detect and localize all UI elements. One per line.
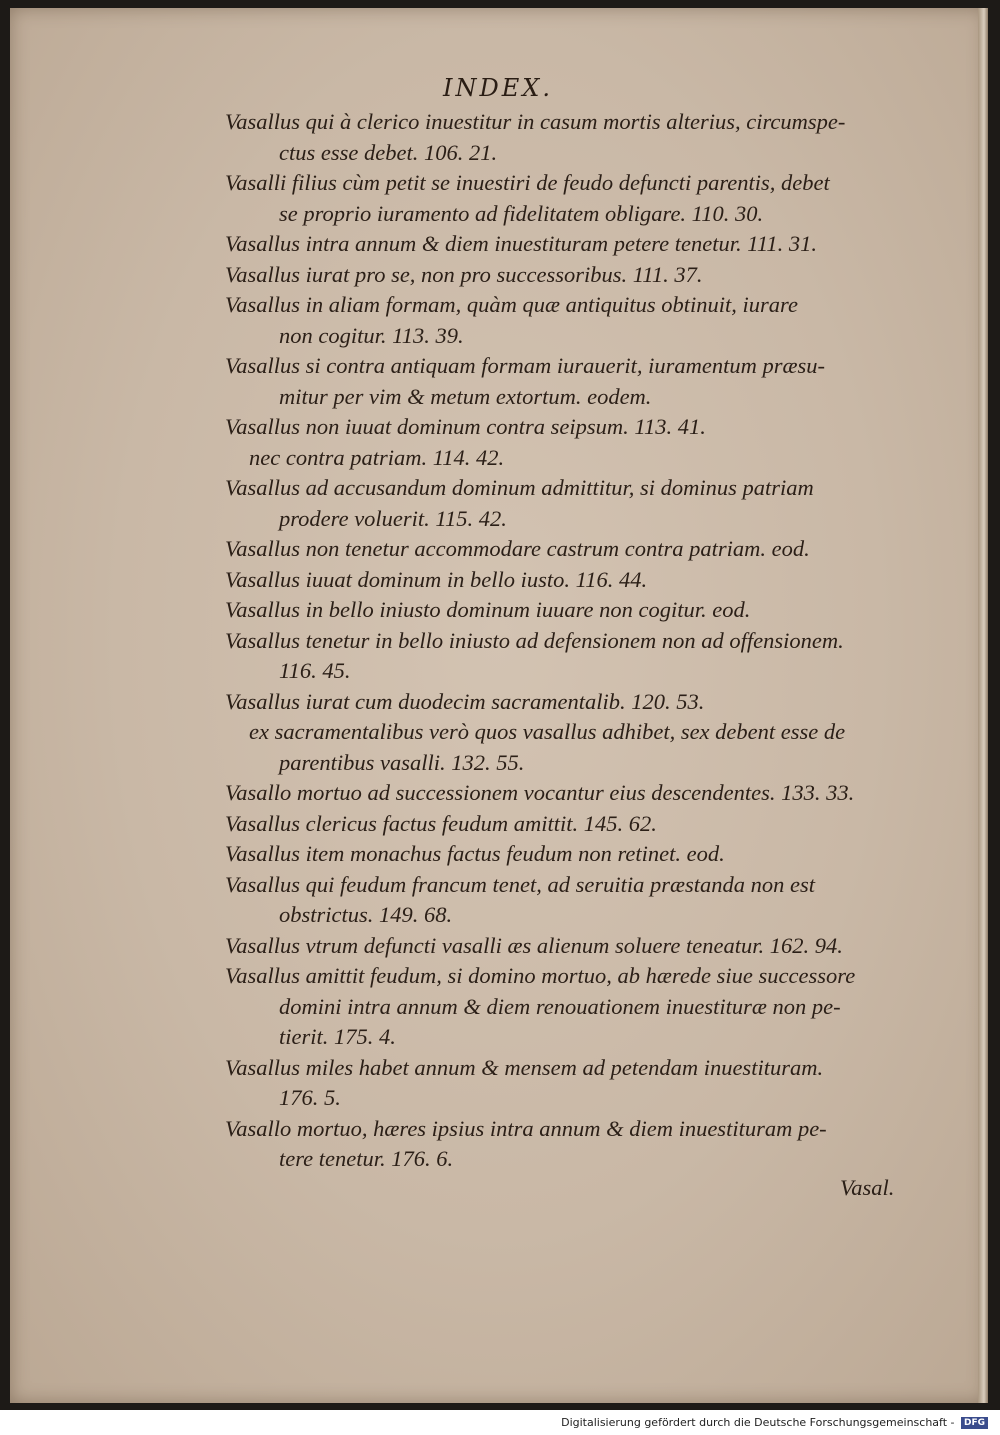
entry-continuation-line: parentibus vasalli. 132. 55. [279,749,525,775]
footer-credit: Digitalisierung gefördert durch die Deutsche Forschungsgemeinschaft - [561,1416,955,1429]
index-entry [225,961,925,1053]
entry-line: Vasallus clericus factus feudum amittit. 145. 62. [225,810,657,836]
entry-continuation-line: 176. 5. [279,1085,341,1110]
entry-continuation-line: mitur per vim & metum extortum. eodem. [279,383,652,409]
entry-line: nec contra patriam. 114. 42. [249,444,505,470]
entry-line: Vasallus si contra antiquam formam iurauerit, iuramentum præsu- [225,353,826,378]
page-edge [978,8,988,1403]
entry-line: Vasallus iurat cum duodecim sacramentalib. 120. 53. [225,688,705,714]
index-entry [225,473,925,534]
index-entry [225,534,925,565]
index-entry [225,870,925,931]
entry-continuation-line: obstrictus. 149. 68. [279,902,453,927]
entry-continuation-line: tierit. 175. 4. [279,1024,396,1049]
entry-line: Vasallus qui à clerico inuestitur in casum mortis alterius, circumspe- [225,109,846,134]
index-entry [225,687,925,718]
entry-line: Vasallo mortuo, hæres ipsius intra annum & diem inuestituram pe- [225,1115,827,1141]
entry-line: Vasallo mortuo ad successionem vocantur eius descendentes. 133. 33. [225,780,855,805]
entry-line: Vasallus tenetur in bello iniusto ad defensionem non ad offensionem. [225,627,844,653]
dfg-logo: DFG [961,1417,988,1429]
entry-line: Vasalli filius cùm petit se inuestiri de feudo defuncti parentis, debet [225,170,830,195]
entry-line: Vasallus iuuat dominum in bello iusto. 116. 44. [225,566,648,592]
entry-line: Vasallus vtrum defuncti vasalli æs alienum soluere teneatur. 162. 94. [225,932,843,958]
entry-line: Vasallus in aliam formam, quàm quæ antiquitus obtinuit, iurare [225,292,798,317]
entry-continuation-line: tere tenetur. 176. 6. [279,1146,454,1171]
entry-continuation-line: domini intra annum & diem renouationem inuestituræ non pe- [279,993,841,1019]
index-entry [225,351,925,412]
entry-line: Vasallus item monachus factus feudum non retinet. eod. [225,841,725,866]
index-entry [225,229,925,260]
entry-line: Vasallus intra annum & diem inuestituram petere tenetur. 111. 31. [225,231,818,256]
index-subentry [225,717,925,778]
index-entries [225,107,925,1175]
entry-line: Vasallus non tenetur accommodare castrum contra patriam. eod. [225,536,810,561]
entry-line: Vasallus iurat pro se, non pro successoribus. 111. 37. [225,261,703,287]
entry-continuation-line: 116. 45. [279,658,351,683]
index-entry [225,595,925,626]
entry-continuation-line: se proprio iuramento ad fidelitatem obligare. 110. 30. [279,200,764,226]
index-entry [225,1114,925,1175]
index-entry [225,809,925,840]
entry-line: Vasallus qui feudum francum tenet, ad seruitia præstanda non est [225,871,815,897]
index-entry [225,290,925,351]
entry-line: Vasallus amittit feudum, si domino mortuo, ab hærede siue successore [225,963,856,988]
entry-line: Vasallus in bello iniusto dominum iuuare non cogitur. eod. [225,597,751,622]
index-entry [225,778,925,809]
index-entry [225,565,925,596]
index-entry [225,626,925,687]
index-entry [225,168,925,229]
index-entry [225,931,925,962]
entry-line: Vasallus ad accusandum dominum admittitur, si dominus patriam [225,475,814,500]
catchword: Vasal. [840,1175,895,1200]
entry-continuation-line: non cogitur. 113. 39. [279,322,464,348]
entry-continuation-line: ctus esse debet. 106. 21. [279,139,498,165]
digitization-footer [561,1416,988,1429]
page-header: INDEX. [443,74,553,102]
index-entry [225,839,925,870]
index-entry [225,412,925,443]
entry-line: ex sacramentalibus verò quos vasallus adhibet, sex debent esse de [249,719,846,744]
index-entry [225,107,925,168]
index-entry [225,1053,925,1114]
entry-line: Vasallus miles habet annum & mensem ad petendam inuestituram. [225,1054,824,1080]
index-subentry [225,443,925,474]
entry-continuation-line: prodere voluerit. 115. 42. [279,505,507,531]
entry-line: Vasallus non iuuat dominum contra seipsum. 113. 41. [225,414,706,439]
index-entry [225,260,925,291]
